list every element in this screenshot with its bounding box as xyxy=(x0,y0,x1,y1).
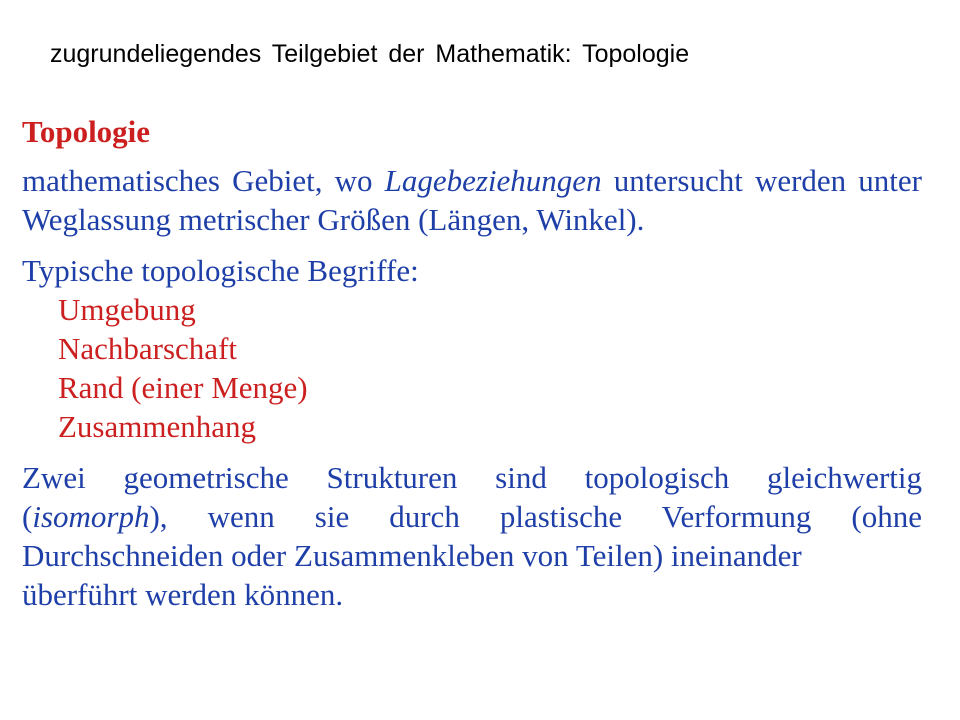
list-item: Rand (einer Menge) xyxy=(58,370,308,405)
list-item: Nachbarschaft xyxy=(58,331,238,366)
list-item: Umgebung xyxy=(58,292,196,327)
isomorphism-line1: Zwei geometrische Strukturen sind topologisch gleichwertig xyxy=(22,460,922,495)
concepts-list xyxy=(22,290,922,446)
isomorphism-emphasis: isomorph xyxy=(32,499,150,534)
slide-title: Topologie xyxy=(22,114,151,149)
concepts-label: Typische topologische Begriffe: xyxy=(22,253,419,288)
slide-body xyxy=(22,112,922,614)
list-item: Zusammenhang xyxy=(58,409,257,444)
isomorphism-paren: ( xyxy=(22,499,33,534)
slide-header: zugrundeliegendes Teilgebiet der Mathematik: Topologie xyxy=(50,40,690,68)
definition-paragraph xyxy=(22,161,922,239)
definition-emphasis: Lagebeziehungen xyxy=(384,163,602,198)
isomorphism-paragraph xyxy=(22,458,922,614)
isomorphism-line2: ), wenn sie durch plastische Verformung (ohne Durchschneiden oder Zusammenkleben von Teilen) ineinander xyxy=(22,499,922,573)
isomorphism-last-line: überführt werden können. xyxy=(22,577,344,612)
definition-post: untersucht werden unter Weglassung metrischer Größen (Längen, Winkel). xyxy=(22,163,922,237)
definition-pre: mathematisches Gebiet, wo xyxy=(22,163,385,198)
